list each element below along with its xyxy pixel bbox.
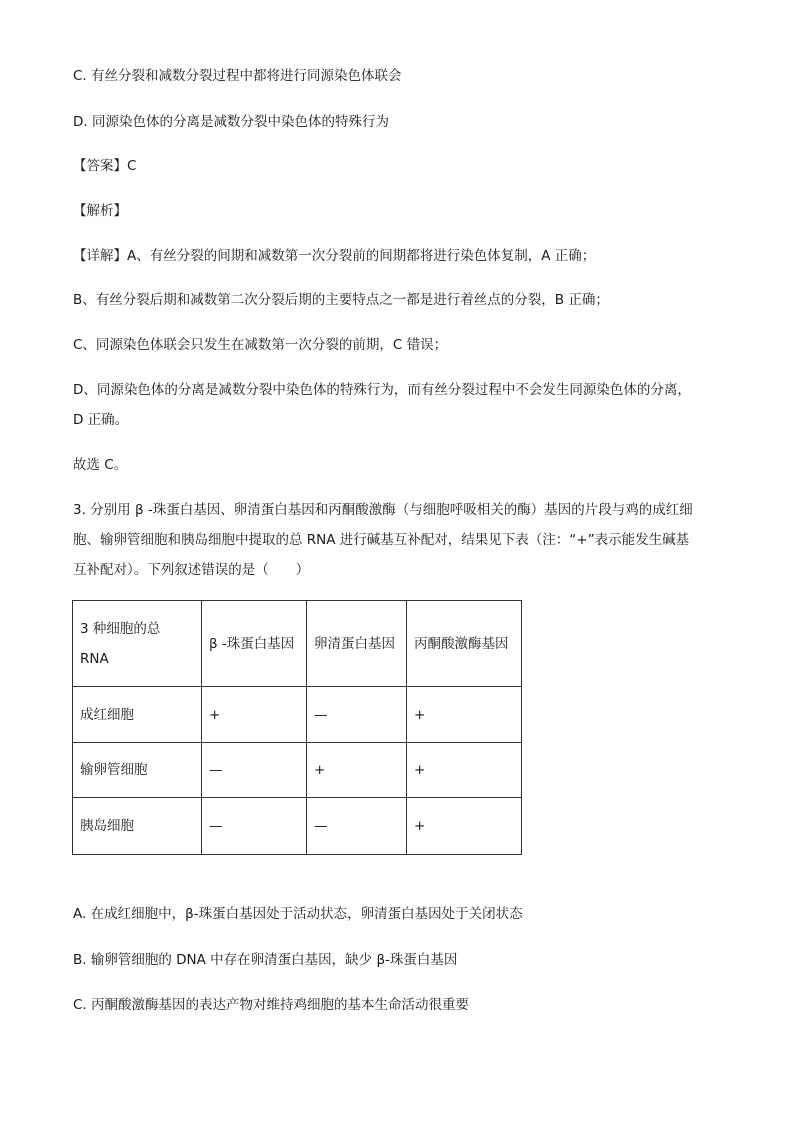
ovalbumin-result: — (307, 687, 407, 743)
table-header-row (73, 601, 522, 687)
cell-type: 胰岛细胞 (73, 798, 202, 855)
ovalbumin-result: — (307, 798, 407, 855)
prev-option-d: D. 同源染色体的分离是减数分裂中染色体的特殊行为 (73, 114, 389, 130)
beta-globin-result: + (202, 687, 307, 743)
header-beta-globin: β -珠蛋白基因 (202, 601, 307, 687)
header-ovalbumin: 卵清蛋白基因 (307, 601, 407, 687)
detail-a: 【详解】A、有丝分裂的间期和减数第一次分裂前的间期都将进行染色体复制，A 正确； (73, 248, 596, 264)
question-3-line3: 互补配对）。下列叙述错误的是（ ） (73, 562, 310, 578)
detail-c: C、同源染色体联会只发生在减数第一次分裂的前期，C 错误； (73, 337, 448, 353)
header-total-rna-line1: 3 种细胞的总 (80, 620, 161, 637)
question-3-line1: 3. 分别用 β -珠蛋白基因、卵清蛋白基因和丙酮酸激酶（与细胞呼吸相关的酶）基因的片段与鸡的成红细 (73, 502, 693, 518)
prev-option-c: C. 有丝分裂和减数分裂过程中都将进行同源染色体联会 (73, 68, 402, 84)
detail-d-line2: D 正确。 (73, 412, 129, 428)
table-row (73, 687, 522, 743)
table-row (73, 743, 522, 798)
header-total-rna-line2: RNA (80, 650, 109, 667)
detail-b: B、有丝分裂后期和减数第二次分裂后期的主要特点之一都是进行着丝点的分裂，B 正确； (73, 292, 609, 308)
pyruvate-kinase-result: + (407, 798, 522, 855)
table-row (73, 798, 522, 855)
analysis-label: 【解析】 (73, 203, 127, 219)
cell-type: 输卵管细胞 (73, 743, 202, 798)
option-a: A. 在成红细胞中，β-珠蛋白基因处于活动状态，卵清蛋白基因处于关闭状态 (73, 906, 523, 922)
pyruvate-kinase-result: + (407, 743, 522, 798)
pyruvate-kinase-result: + (407, 687, 522, 743)
option-b: B. 输卵管细胞的 DNA 中存在卵清蛋白基因，缺少 β-珠蛋白基因 (73, 952, 458, 968)
header-pyruvate-kinase: 丙酮酸激酶基因 (407, 601, 522, 687)
rna-pairing-table (72, 600, 522, 855)
question-3-line2: 胞、输卵管细胞和胰岛细胞中提取的总 RNA 进行碱基互补配对，结果见下表（注：“+”表示能发生碱基 (73, 532, 690, 548)
cell-type: 成红细胞 (73, 687, 202, 743)
beta-globin-result: — (202, 743, 307, 798)
beta-globin-result: — (202, 798, 307, 855)
answer-label: 【答案】C (73, 158, 137, 174)
option-c: C. 丙酮酸激酶基因的表达产物对维持鸡细胞的基本生命活动很重要 (73, 997, 470, 1013)
conclusion: 故选 C。 (73, 457, 128, 473)
header-total-rna (73, 601, 202, 687)
ovalbumin-result: + (307, 743, 407, 798)
detail-d-line1: D、同源染色体的分离是减数分裂中染色体的特殊行为，而有丝分裂过程中不会发生同源染色体的分离， (73, 382, 691, 398)
